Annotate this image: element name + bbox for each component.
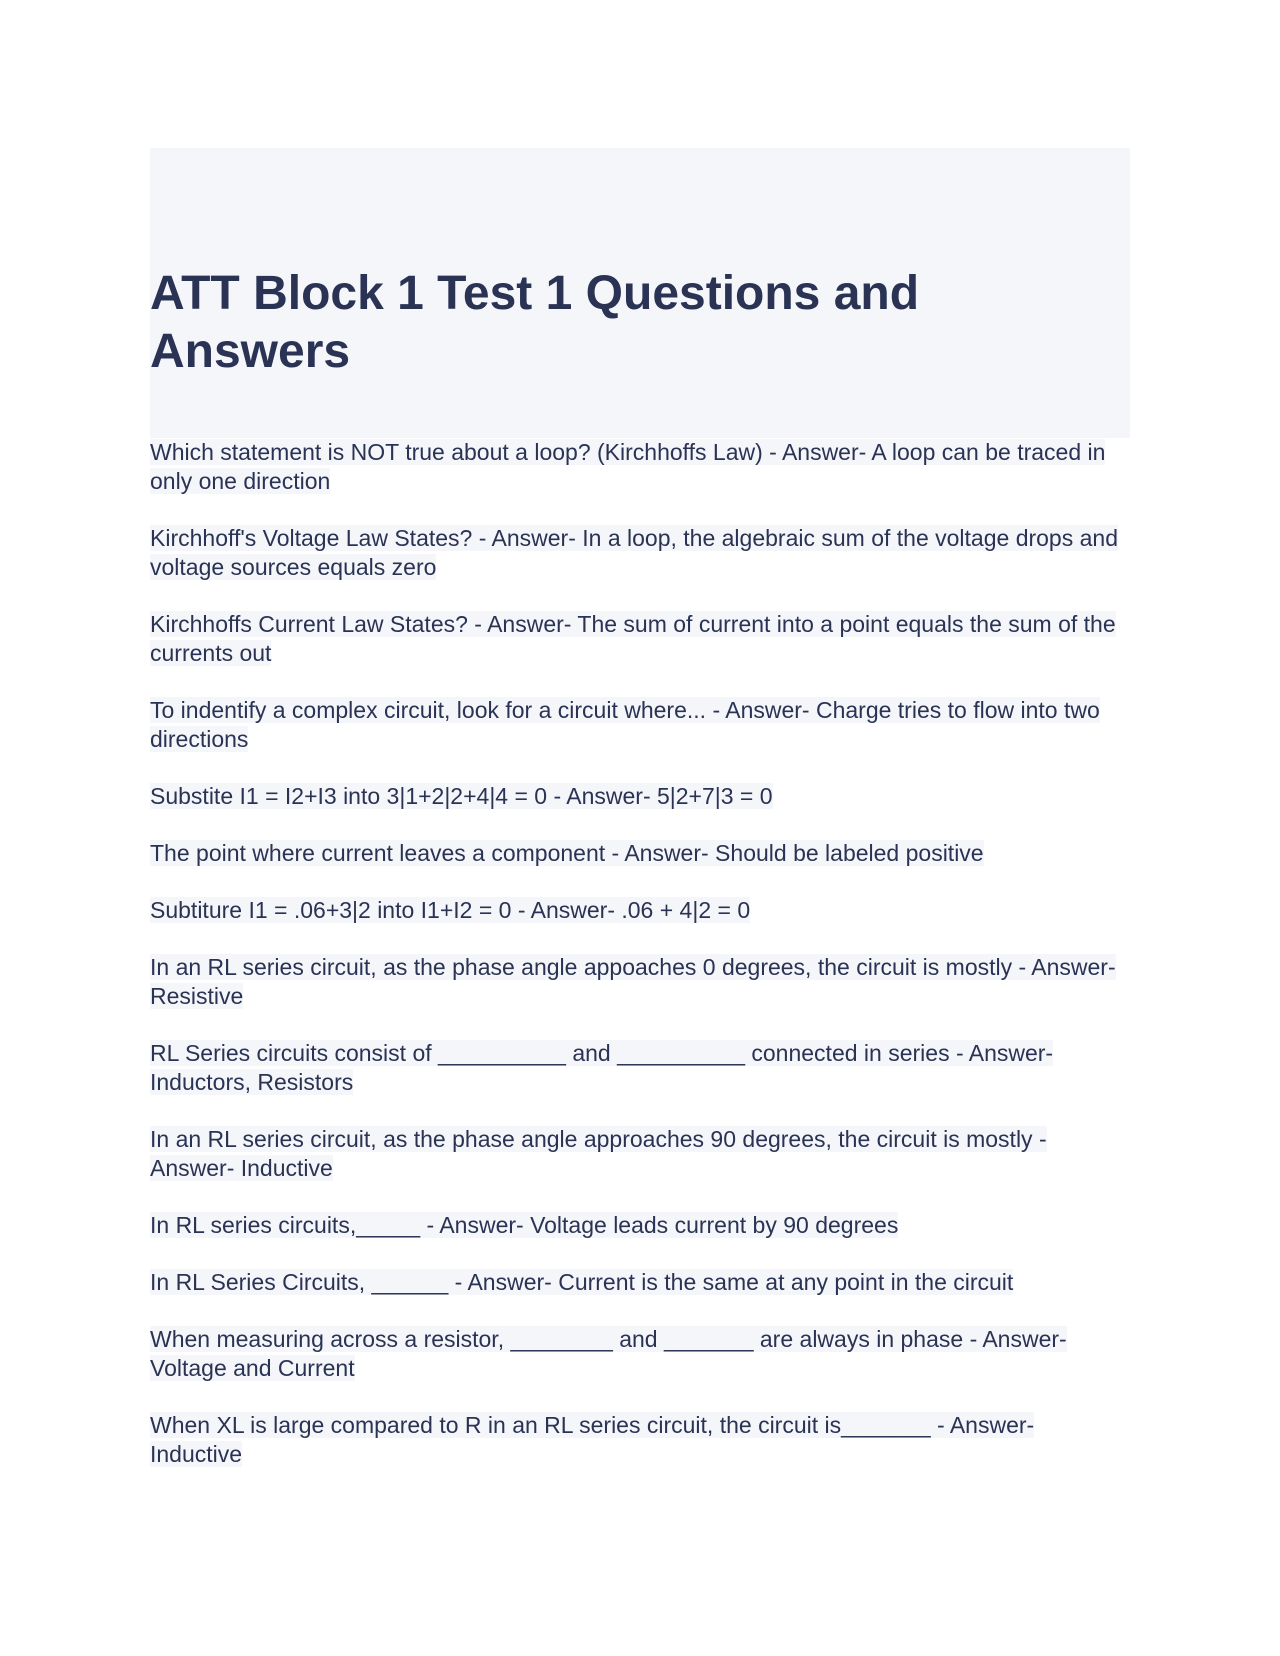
qa-text: RL Series circuits consist of __________ and __________ connected in series - Answer- Inductors, Resistors xyxy=(150,1040,1054,1095)
qa-item xyxy=(150,1211,1120,1240)
qa-item xyxy=(150,896,1120,925)
qa-text: When measuring across a resistor, ________ and _______ are always in phase - Answer- Voltage and Current xyxy=(150,1326,1067,1381)
qa-text: Kirchhoffs Current Law States? - Answer- The sum of current into a point equals the sum of the currents out xyxy=(150,611,1116,666)
qa-text: In an RL series circuit, as the phase angle approaches 90 degrees, the circuit is mostly - Answer- Inductive xyxy=(150,1126,1047,1181)
qa-item xyxy=(150,953,1120,1011)
qa-item xyxy=(150,438,1120,496)
qa-item xyxy=(150,1411,1120,1469)
qa-text: Subtiture I1 = .06+3|2 into I1+I2 = 0 - Answer- .06 + 4|2 = 0 xyxy=(150,897,751,923)
qa-item xyxy=(150,1125,1120,1183)
qa-item xyxy=(150,782,1120,811)
qa-item xyxy=(150,696,1120,754)
qa-text: To indentify a complex circuit, look for a circuit where... - Answer- Charge tries to flow into two directions xyxy=(150,697,1100,752)
qa-text: In RL Series Circuits, ______ - Answer- Current is the same at any point in the circuit xyxy=(150,1269,1014,1295)
qa-text: Kirchhoff's Voltage Law States? - Answer- In a loop, the algebraic sum of the voltage drops and voltage sources equals zero xyxy=(150,525,1118,580)
qa-item xyxy=(150,1268,1120,1297)
qa-text: The point where current leaves a component - Answer- Should be labeled positive xyxy=(150,840,984,866)
document-title: ATT Block 1 Test 1 Questions and Answers xyxy=(150,267,920,378)
qa-text: In RL series circuits,_____ - Answer- Voltage leads current by 90 degrees xyxy=(150,1212,899,1238)
qa-text: Which statement is NOT true about a loop? (Kirchhoffs Law) - Answer- A loop can be traced in only one direction xyxy=(150,439,1106,494)
qa-text: Substite I1 = I2+I3 into 3|1+2|2+4|4 = 0 - Answer- 5|2+7|3 = 0 xyxy=(150,783,773,809)
qa-item xyxy=(150,839,1120,868)
qa-list xyxy=(150,438,1130,1469)
qa-item xyxy=(150,1039,1120,1097)
qa-text: In an RL series circuit, as the phase angle appoaches 0 degrees, the circuit is mostly - Answer- Resistive xyxy=(150,954,1116,1009)
document-page xyxy=(150,148,1130,1497)
title-block xyxy=(150,148,1130,438)
qa-item xyxy=(150,524,1120,582)
qa-text: When XL is large compared to R in an RL series circuit, the circuit is_______ - Answer- Inductive xyxy=(150,1412,1035,1467)
qa-item xyxy=(150,1325,1120,1383)
qa-item xyxy=(150,610,1120,668)
